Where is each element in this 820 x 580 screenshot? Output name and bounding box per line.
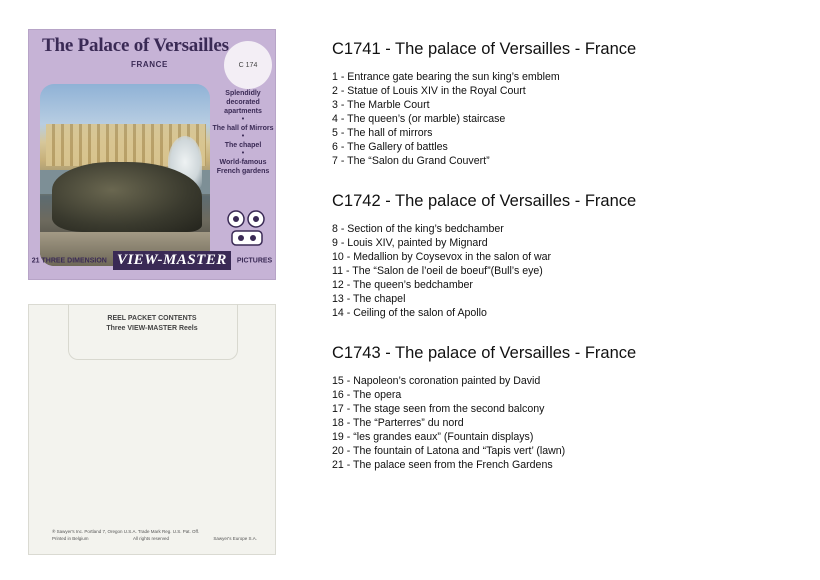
reel-section-c1741 bbox=[332, 40, 802, 168]
list-item: 10 - Medallion by Coysevox in the salon of war bbox=[332, 251, 552, 263]
packet-features bbox=[212, 89, 274, 176]
feature-item: The chapel bbox=[224, 142, 262, 149]
bronze-statue bbox=[52, 162, 202, 232]
list-item: 16 - The opera bbox=[332, 389, 402, 401]
section-heading: C1743 - The palace of Versailles - France bbox=[332, 344, 637, 362]
list-item: 13 - The chapel bbox=[332, 293, 406, 305]
list-item: 11 - The “Salon de l’oeil de boeuf”(Bull’s eye) bbox=[332, 265, 543, 277]
packet-code: C 174 bbox=[238, 61, 258, 69]
reel-list bbox=[332, 374, 802, 472]
feature-item: World-famous French gardens bbox=[216, 159, 270, 175]
fine-print-printed: Printed in Belgium bbox=[52, 536, 89, 541]
viewer-reels-icon bbox=[224, 209, 270, 249]
list-item: 21 - The palace seen from the French Gardens bbox=[332, 459, 553, 471]
packet-bottom-line bbox=[28, 251, 276, 270]
packet-pictures-text: PICTURES bbox=[236, 257, 273, 265]
packet-subtitle: FRANCE bbox=[131, 60, 168, 69]
fine-print bbox=[52, 528, 257, 542]
list-item: 7 - The “Salon du Grand Couvert” bbox=[332, 155, 490, 167]
bullet-icon: • bbox=[241, 150, 245, 157]
contents-title: REEL PACKET CONTENTS bbox=[107, 315, 197, 322]
versailles-photo bbox=[40, 84, 210, 266]
list-item: 15 - Napoleon’s coronation painted by David bbox=[332, 375, 541, 387]
packet-title: The Palace of Versailles bbox=[42, 35, 229, 56]
reel-list bbox=[332, 222, 802, 320]
bullet-icon: • bbox=[241, 116, 245, 123]
reel-section-c1742 bbox=[332, 192, 802, 320]
feature-item: Splendidly decorated apartments bbox=[224, 90, 262, 115]
front-packet-image bbox=[28, 29, 276, 280]
bullet-icon: • bbox=[241, 133, 245, 140]
list-item: 18 - The “Parterres” du nord bbox=[332, 417, 464, 429]
fine-print-rights: All rights reserved bbox=[132, 536, 169, 541]
list-item: 6 - The Gallery of battles bbox=[332, 141, 448, 153]
packet-code-badge bbox=[224, 41, 272, 89]
list-item: 12 - The queen’s bedchamber bbox=[332, 279, 473, 291]
list-item: 8 - Section of the king’s bedchamber bbox=[332, 223, 504, 235]
list-item: 1 - Entrance gate bearing the sun king’s emblem bbox=[332, 71, 560, 83]
packet-count-text: 21 THREE DIMENSION bbox=[31, 257, 107, 265]
back-packet-image bbox=[28, 304, 276, 555]
feature-item: The hall of Mirrors bbox=[212, 125, 274, 132]
section-heading: C1741 - The palace of Versailles - France bbox=[332, 40, 637, 58]
list-item: 9 - Louis XIV, painted by Mignard bbox=[332, 237, 488, 249]
view-master-logo: VIEW-MASTER bbox=[113, 251, 231, 270]
fine-print-company: Sawyer's Europe S.A. bbox=[213, 536, 257, 541]
contents-label bbox=[28, 314, 276, 334]
section-heading: C1742 - The palace of Versailles - France bbox=[332, 192, 637, 210]
list-item: 5 - The hall of mirrors bbox=[332, 127, 433, 139]
list-item: 19 - “les grandes eaux” (Fountain displays) bbox=[332, 431, 534, 443]
list-item: 3 - The Marble Court bbox=[332, 99, 430, 111]
contents-subtitle: Three VIEW-MASTER Reels bbox=[106, 325, 198, 332]
list-item: 2 - Statue of Louis XIV in the Royal Court bbox=[332, 85, 526, 97]
list-item: 4 - The queen’s (or marble) staircase bbox=[332, 113, 506, 125]
list-item: 17 - The stage seen from the second balcony bbox=[332, 403, 545, 415]
list-item: 14 - Ceiling of the salon of Apollo bbox=[332, 307, 487, 319]
reel-list bbox=[332, 70, 802, 168]
list-item: 20 - The fountain of Latona and “Tapis vert’ (lawn) bbox=[332, 445, 566, 457]
fine-print-line: ® Sawyer's Inc. Portland 7, Oregon U.S.A. Trade Mark Reg. U.S. Pat. Off. bbox=[52, 529, 200, 534]
reel-section-c1743 bbox=[332, 344, 802, 472]
